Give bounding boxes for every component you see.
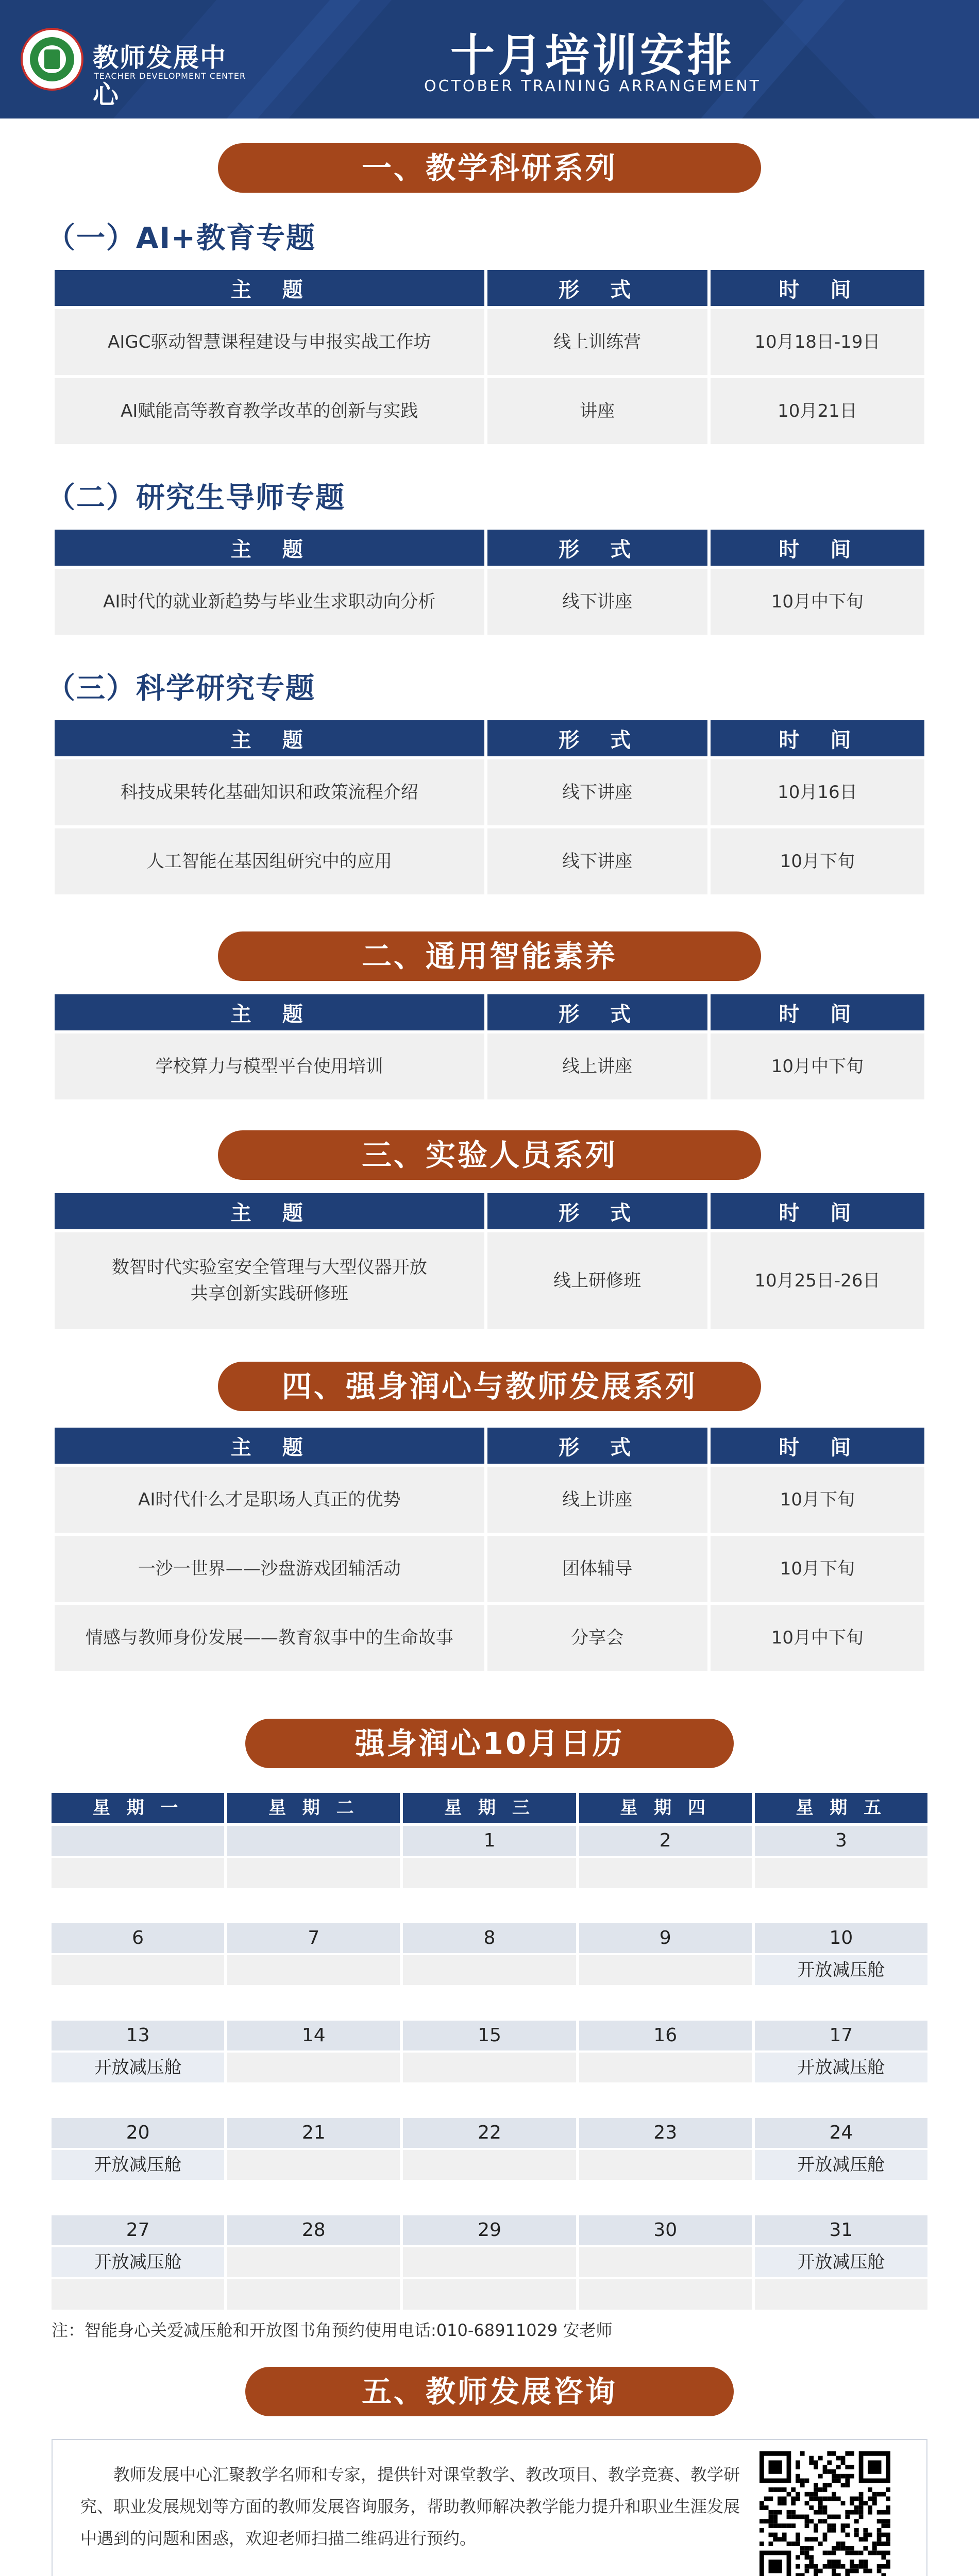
table-row — [55, 759, 924, 825]
header-format: 形 式 — [487, 994, 707, 1030]
sub-heading-scientific-research: （三）科学研究专题 — [46, 672, 315, 705]
calendar-day — [755, 2118, 927, 2212]
header-topic: 主 题 — [55, 1428, 484, 1464]
cell-time: 10月16日 — [711, 759, 924, 825]
table-header-row — [55, 994, 924, 1030]
day-event — [227, 2053, 400, 2082]
cell-topic: 情感与教师身份发展——教育叙事中的生命故事 — [55, 1605, 484, 1671]
day-number: 31 — [755, 2215, 927, 2245]
cell-topic: AIGC驱动智慧课程建设与申报实战工作坊 — [55, 309, 484, 375]
calendar-day — [403, 2118, 576, 2212]
page-title: 十月培训安排 — [450, 30, 735, 81]
day-event — [403, 2150, 576, 2180]
calendar-week-5 — [52, 2215, 927, 2310]
day-number: 17 — [755, 2021, 927, 2050]
header-time: 时 间 — [711, 1193, 924, 1229]
day-number: 29 — [403, 2215, 576, 2245]
sub-heading-graduate-supervisor: （二）研究生导师专题 — [46, 481, 345, 515]
table-header-row — [55, 1193, 924, 1229]
table-row — [55, 569, 924, 635]
table-row — [55, 378, 924, 444]
cell-topic-line2: 共享创新实践研修班 — [190, 1283, 348, 1304]
day-number: 27 — [52, 2215, 224, 2245]
calendar-day — [52, 1826, 224, 1920]
header-topic: 主 题 — [55, 530, 484, 566]
day-number: 7 — [227, 1923, 400, 1953]
weekday-tue: 星 期 二 — [227, 1793, 400, 1823]
day-number: 14 — [227, 2021, 400, 2050]
cell-format: 线上讲座 — [487, 1467, 707, 1533]
day-event — [579, 2053, 752, 2082]
calendar-week-3 — [52, 2021, 927, 2115]
header-time: 时 间 — [711, 720, 924, 756]
weekday-wed: 星 期 三 — [403, 1793, 576, 1823]
header-topic: 主 题 — [55, 1193, 484, 1229]
day-number: 3 — [755, 1826, 927, 1856]
day-event: 开放减压舱 — [52, 2247, 224, 2277]
calendar-day — [755, 2021, 927, 2115]
org-name: 教师发展中心 — [93, 43, 227, 110]
calendar-weekday-row — [52, 1793, 927, 1823]
day-number: 22 — [403, 2118, 576, 2148]
calendar-week-2 — [52, 1923, 927, 2018]
day-number — [227, 1826, 400, 1856]
day-event: 开放减压舱 — [52, 2150, 224, 2180]
header-format: 形 式 — [487, 530, 707, 566]
day-event — [227, 1955, 400, 1985]
cell-format: 讲座 — [487, 378, 707, 444]
day-event — [403, 2247, 576, 2277]
calendar-day — [579, 1923, 752, 2018]
day-number: 16 — [579, 2021, 752, 2050]
day-event — [227, 2247, 400, 2277]
calendar-day — [227, 1826, 400, 1920]
schedule-table-scientific-research — [52, 717, 927, 897]
cell-format: 线上讲座 — [487, 1033, 707, 1099]
day-number: 15 — [403, 2021, 576, 2050]
calendar-day — [227, 1923, 400, 2018]
day-number: 8 — [403, 1923, 576, 1953]
day-number: 30 — [579, 2215, 752, 2245]
schedule-table-lab-staff — [52, 1190, 927, 1332]
header-time: 时 间 — [711, 1428, 924, 1464]
day-event — [579, 2247, 752, 2277]
cell-format: 线下讲座 — [487, 828, 707, 894]
cell-topic: 学校算力与模型平台使用培训 — [55, 1033, 484, 1099]
table-header-row — [55, 270, 924, 306]
header-format: 形 式 — [487, 1428, 707, 1464]
calendar-note: 注：智能身心关爱减压舱和开放图书角预约使用电话:010-68911029 安老师 — [52, 2320, 613, 2340]
day-event: 开放减压舱 — [755, 2150, 927, 2180]
calendar-day — [52, 2215, 224, 2310]
table-row — [55, 828, 924, 894]
header-format: 形 式 — [487, 1193, 707, 1229]
calendar-day — [579, 2021, 752, 2115]
cell-time: 10月下旬 — [711, 828, 924, 894]
header-topic: 主 题 — [55, 994, 484, 1030]
cell-format: 线下讲座 — [487, 759, 707, 825]
table-row — [55, 1033, 924, 1099]
table-row — [55, 1605, 924, 1671]
calendar-day — [755, 1923, 927, 2018]
sub-heading-ai-education: （一）AI+教育专题 — [46, 222, 316, 255]
day-number — [52, 1826, 224, 1856]
day-event — [227, 2150, 400, 2180]
cell-format: 团体辅导 — [487, 1536, 707, 1602]
schedule-table-graduate-supervisor — [52, 527, 927, 638]
calendar-week-1 — [52, 1826, 927, 1920]
cell-topic: AI赋能高等教育教学改革的创新与实践 — [55, 378, 484, 444]
calendar-day — [579, 2118, 752, 2212]
schedule-table-ai-education — [52, 267, 927, 447]
logo — [21, 26, 252, 110]
day-number: 23 — [579, 2118, 752, 2148]
table-row — [55, 309, 924, 375]
weekday-fri: 星 期 五 — [755, 1793, 927, 1823]
calendar-day — [579, 2215, 752, 2310]
day-number: 9 — [579, 1923, 752, 1953]
calendar-day — [227, 2215, 400, 2310]
calendar-day — [52, 1923, 224, 2018]
cell-time: 10月下旬 — [711, 1536, 924, 1602]
cell-time: 10月中下旬 — [711, 569, 924, 635]
calendar-day — [755, 2215, 927, 2310]
day-event: 开放减压舱 — [755, 2053, 927, 2082]
calendar-banner: 强身润心10月日历 — [245, 1719, 734, 1768]
cell-topic: 一沙一世界——沙盘游戏团辅活动 — [55, 1536, 484, 1602]
header — [0, 0, 979, 118]
day-number: 6 — [52, 1923, 224, 1953]
day-event — [579, 2150, 752, 2180]
cell-format: 线上训练营 — [487, 309, 707, 375]
day-event — [579, 1955, 752, 1985]
calendar-day — [52, 2118, 224, 2212]
cell-time: 10月25日-26日 — [711, 1232, 924, 1329]
calendar-day — [52, 2021, 224, 2115]
calendar-day — [227, 2118, 400, 2212]
header-topic: 主 题 — [55, 720, 484, 756]
cell-topic — [55, 1232, 484, 1329]
cell-topic: AI时代什么才是职场人真正的优势 — [55, 1467, 484, 1533]
day-event: 开放减压舱 — [755, 2247, 927, 2277]
section-banner-4: 四、强身润心与教师发展系列 — [218, 1362, 761, 1411]
calendar-week-4 — [52, 2118, 927, 2212]
day-event — [403, 2053, 576, 2082]
cell-time: 10月下旬 — [711, 1467, 924, 1533]
cell-time: 10月21日 — [711, 378, 924, 444]
day-event: 开放减压舱 — [755, 1955, 927, 1985]
day-event: 开放减压舱 — [52, 2053, 224, 2082]
calendar-day — [403, 1923, 576, 2018]
day-number: 21 — [227, 2118, 400, 2148]
day-number: 2 — [579, 1826, 752, 1856]
calendar-day — [403, 2215, 576, 2310]
section-banner-2: 二、通用智能素养 — [218, 931, 761, 981]
table-header-row — [55, 530, 924, 566]
calendar-day — [227, 2021, 400, 2115]
consult-text: 教师发展中心汇聚教学名师和专家，提供针对课堂教学、教改项目、教学竞赛、教学研究、职业发展规划等方面的教师发展咨询服务，帮助教师解决教学能力提升和职业生涯发展中遇到的问题和困惑，欢迎老师扫描二维码进行预约。 — [80, 2465, 740, 2548]
cell-topic: 人工智能在基因组研究中的应用 — [55, 828, 484, 894]
weekday-thu: 星 期 四 — [579, 1793, 752, 1823]
day-number: 28 — [227, 2215, 400, 2245]
calendar-day — [403, 1826, 576, 1920]
header-time: 时 间 — [711, 530, 924, 566]
section-banner-5: 五、教师发展咨询 — [245, 2367, 734, 2416]
section-banner-3: 三、实验人员系列 — [218, 1130, 761, 1180]
schedule-table-general-ai — [52, 991, 927, 1103]
day-number: 10 — [755, 1923, 927, 1953]
calendar-day — [755, 1826, 927, 1920]
org-name-en: TEACHER DEVELOPMENT CENTER — [94, 71, 246, 81]
day-number: 24 — [755, 2118, 927, 2148]
table-header-row — [55, 1428, 924, 1464]
cell-topic: AI时代的就业新趋势与毕业生求职动向分析 — [55, 569, 484, 635]
logo-emblem-icon — [21, 28, 83, 91]
table-row — [55, 1467, 924, 1533]
day-number: 13 — [52, 2021, 224, 2050]
cell-format: 线上研修班 — [487, 1232, 707, 1329]
header-topic: 主 题 — [55, 270, 484, 306]
cell-time: 10月中下旬 — [711, 1033, 924, 1099]
day-event — [52, 1955, 224, 1985]
section-banner-1: 一、教学科研系列 — [218, 143, 761, 193]
header-format: 形 式 — [487, 270, 707, 306]
page-subtitle: OCTOBER TRAINING ARRANGEMENT — [424, 77, 762, 95]
october-calendar — [52, 1793, 927, 2310]
qr-code-icon — [759, 2451, 890, 2576]
cell-format: 分享会 — [487, 1605, 707, 1671]
consult-box — [52, 2439, 927, 2576]
cell-topic-line1: 数智时代实验室安全管理与大型仪器开放 — [111, 1257, 427, 1278]
header-format: 形 式 — [487, 720, 707, 756]
day-number: 1 — [403, 1826, 576, 1856]
table-header-row — [55, 720, 924, 756]
cell-topic: 科技成果转化基础知识和政策流程介绍 — [55, 759, 484, 825]
table-row — [55, 1232, 924, 1329]
schedule-table-wellbeing — [52, 1425, 927, 1674]
weekday-mon: 星 期 一 — [52, 1793, 224, 1823]
header-time: 时 间 — [711, 270, 924, 306]
day-number: 20 — [52, 2118, 224, 2148]
calendar-day — [403, 2021, 576, 2115]
header-time: 时 间 — [711, 994, 924, 1030]
calendar-day — [579, 1826, 752, 1920]
cell-time: 10月18日-19日 — [711, 309, 924, 375]
table-row — [55, 1536, 924, 1602]
day-event — [403, 1955, 576, 1985]
cell-format: 线下讲座 — [487, 569, 707, 635]
cell-time: 10月中下旬 — [711, 1605, 924, 1671]
